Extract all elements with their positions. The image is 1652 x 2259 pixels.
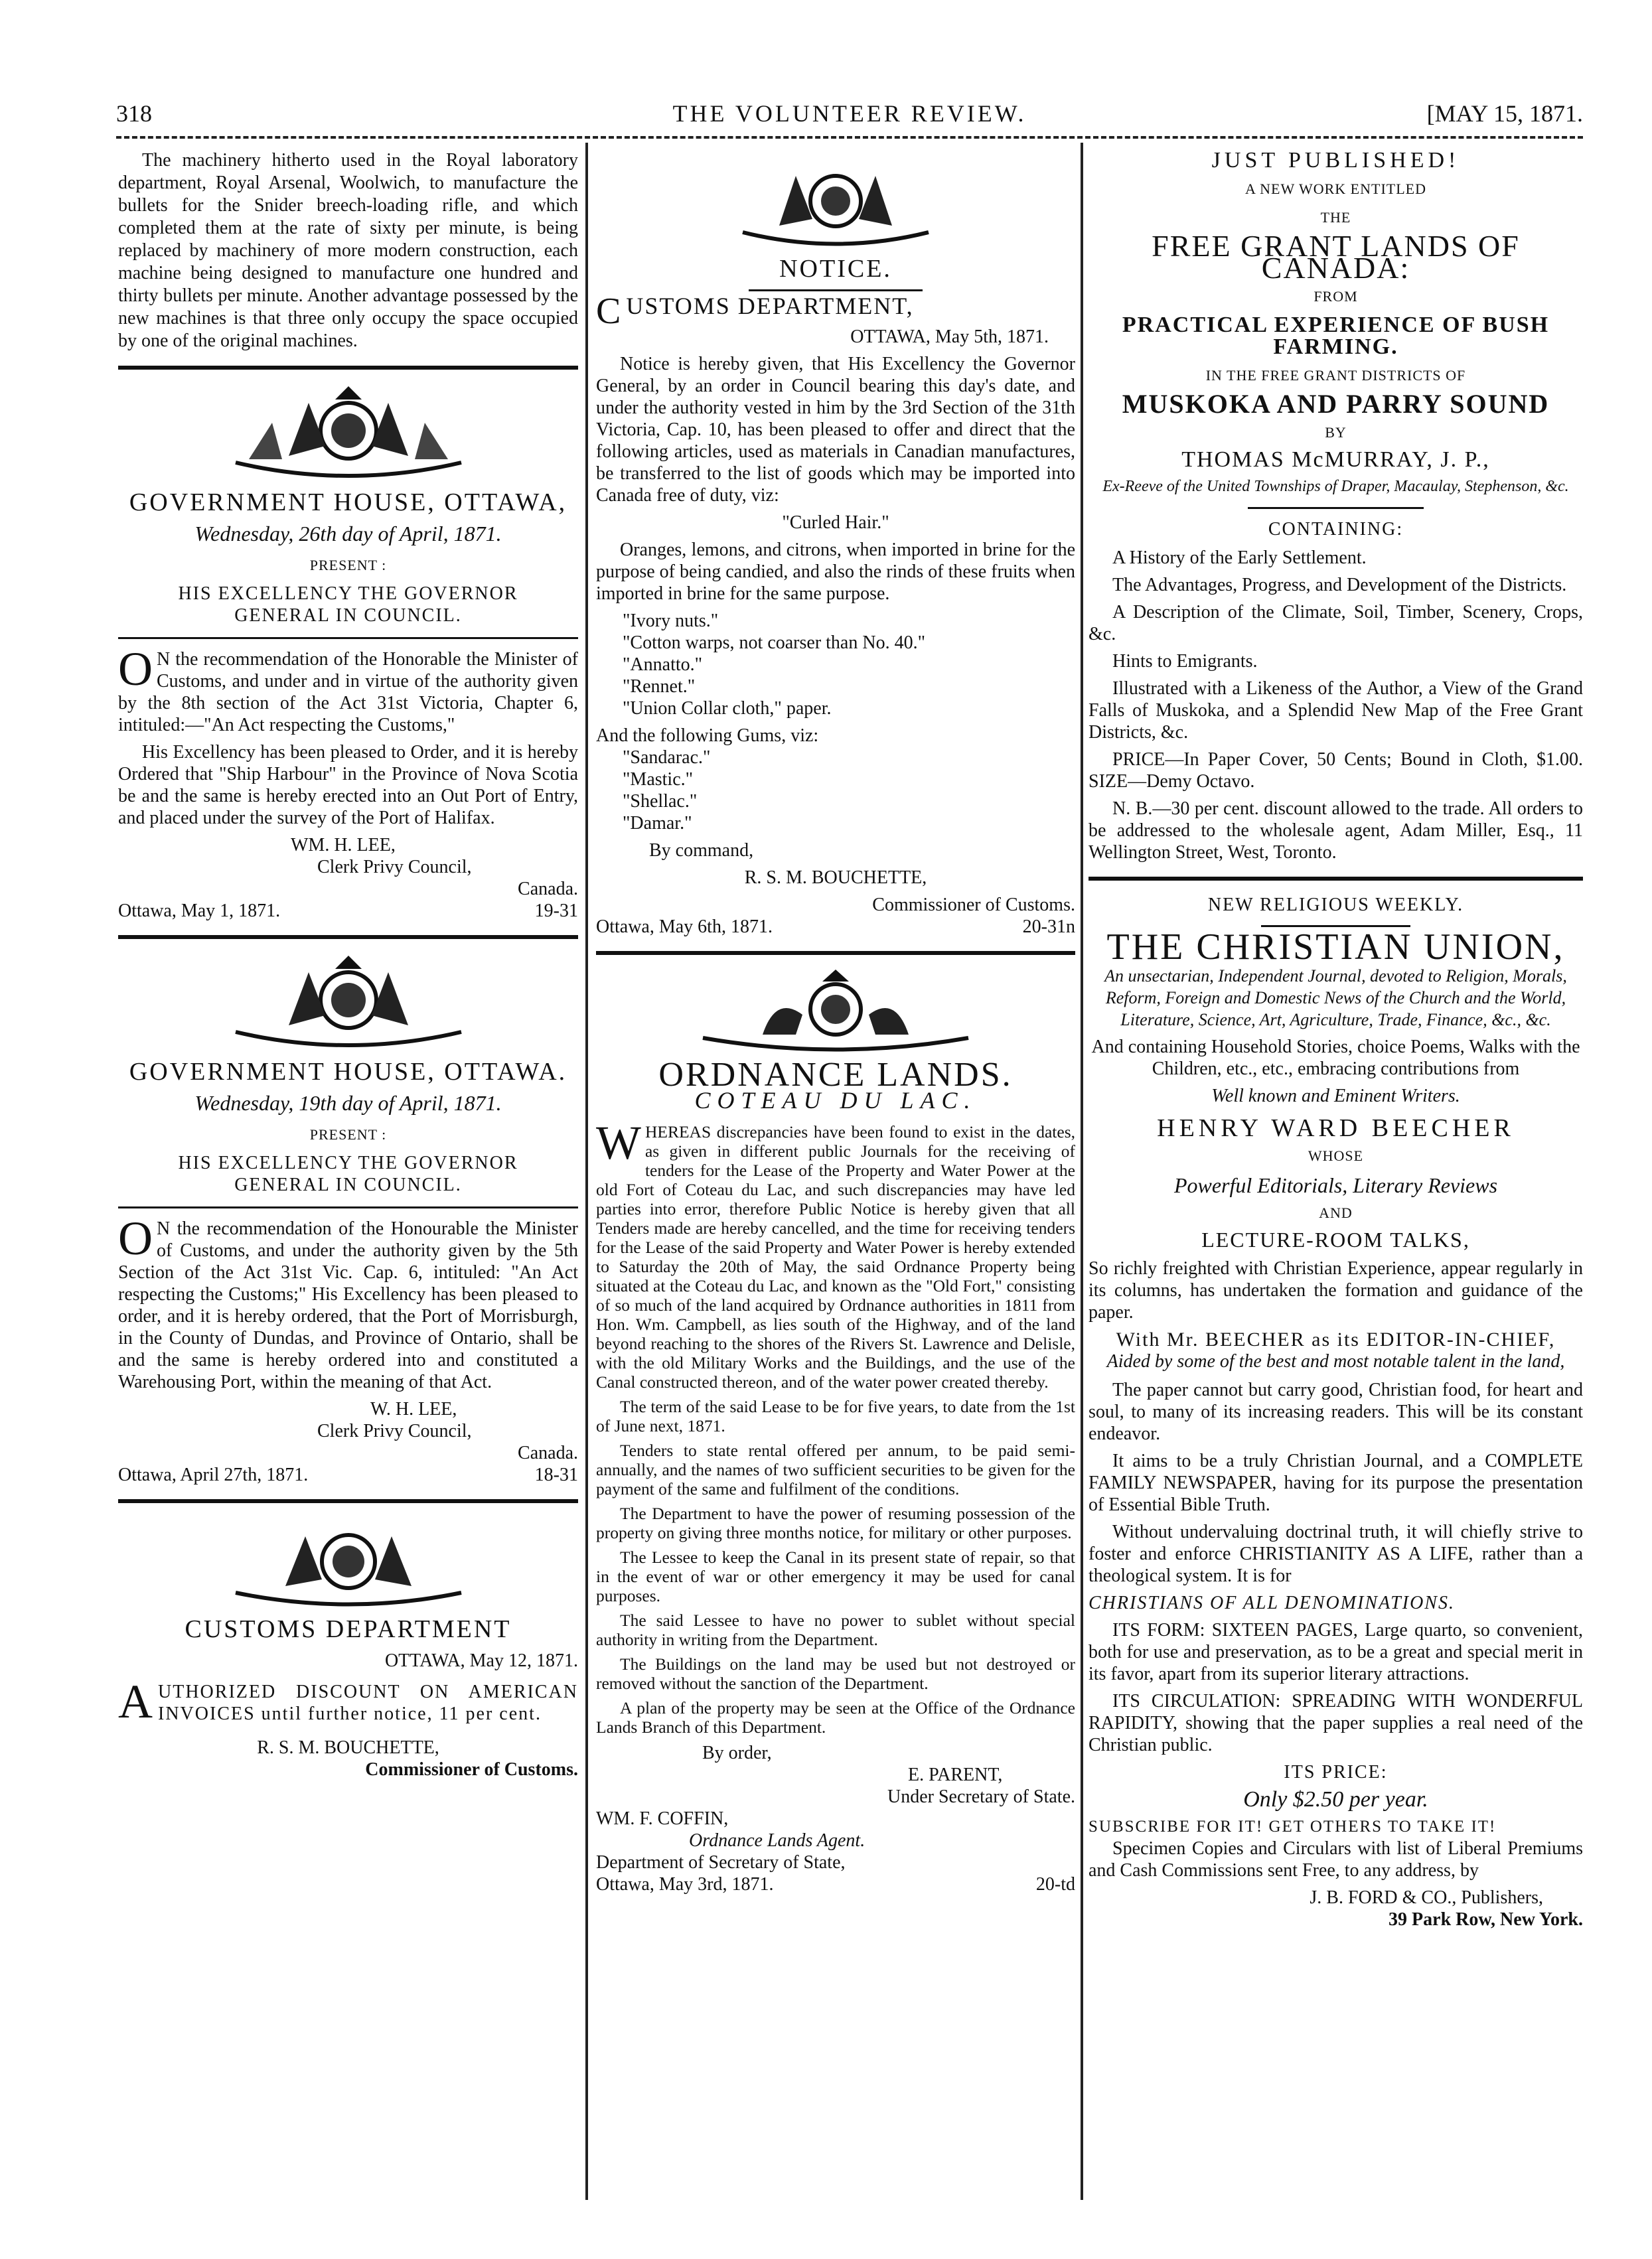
signer-title: Commissioner of Customs. bbox=[872, 895, 1075, 915]
the-label: THE bbox=[1320, 209, 1351, 226]
ordnance-canal: The Lessee to keep the Canal in its present state of repair, so that in the event of war or other emergency it may be used for canal purposes. bbox=[596, 1548, 1075, 1605]
government-notice-2 bbox=[118, 952, 578, 1486]
signer-name: W. H. LEE, bbox=[370, 1399, 457, 1420]
dateline: Ottawa, May 1, 1871. bbox=[118, 901, 281, 921]
signer-name: R. S. M. BOUCHETTE, bbox=[744, 867, 927, 888]
rule bbox=[118, 1206, 578, 1208]
weekly-label: NEW RELIGIOUS WEEKLY. bbox=[1207, 895, 1464, 915]
union-paragraph: Without undervaluing doctrinal truth, it will chiefly strive to foster and enforce CHRISTIANITY AS A LIFE, rather than a theological system. It is for bbox=[1089, 1522, 1583, 1586]
by-order: By order, bbox=[702, 1743, 772, 1763]
price-heading: ITS PRICE: bbox=[1284, 1762, 1388, 1783]
ordnance-subheading: COTEAU DU LAC. bbox=[694, 1087, 977, 1114]
drop-cap: O bbox=[118, 1212, 153, 1265]
customs-notice bbox=[596, 156, 1075, 938]
column-1 bbox=[118, 149, 578, 1781]
notice-date: Wednesday, 19th day of April, 1871. bbox=[194, 1091, 502, 1115]
content-item: The Advantages, Progress, and Development of the Districts. bbox=[1112, 575, 1567, 595]
royal-arms-emblem-icon bbox=[209, 1516, 488, 1609]
ordnance-body: HEREAS discrepancies have been found to exist in the dates, as given in different public Journals for the receiving of tenders for the Lease of the Property and Water Power at the old Fort of Coteau du Lac, and such discrepancies may have led parties into error, therefore Public Notice is hereby given that all Tenders made are hereby cancelled, and the time for receiving tenders for the Lease of the said Property and Water Power is hereby extended to Saturday the 20th of May, the said Ordnance Property being situated at the Coteau du Lac, and known as the "Old Fort," consisting of so much of the land acquired by Ordnance authorities in 1811 from Hon. Wm. Campbell, as lies south of the Highway, and of the land beyond reaching to the shores of the Rivers St. Lawrence and Delisle, with the old Military Works and the Buildings, and the use of the Canal constructed thereon, and of the water power created thereby. bbox=[596, 1122, 1075, 1392]
whose-label: WHOSE bbox=[1308, 1147, 1364, 1164]
content-item: A History of the Early Settlement. bbox=[1112, 547, 1367, 568]
trade-note: N. B.—30 per cent. discount allowed to the trade. All orders to be addressed to the wholesale agent, Adam Miller, Esq., 11 Wellington Street, West, Toronto. bbox=[1089, 798, 1583, 863]
gums-list bbox=[596, 747, 1075, 834]
signer-place: Canada. bbox=[518, 879, 578, 899]
department-name: USTOMS DEPARTMENT, bbox=[626, 293, 914, 319]
editor-name: HENRY WARD BEECHER bbox=[1157, 1114, 1515, 1142]
just-published: JUST PUBLISHED! bbox=[1211, 148, 1460, 173]
rule bbox=[749, 289, 923, 291]
union-description: An unsectarian, Independent Journal, devoted to Religion, Morals, Reform, Foreign and Domestic News of the Church and the World, Literature, Science, Art, Agriculture, Trade, Finance, &c., &c. bbox=[1104, 966, 1567, 1029]
signer-name: WM. H. LEE, bbox=[291, 835, 396, 855]
union-paragraph: So richly freighted with Christian Experience, appear regularly in its columns, has undertaken the formation and guidance of the paper. bbox=[1089, 1258, 1583, 1323]
new-work-label: A NEW WORK ENTITLED bbox=[1245, 181, 1426, 197]
notice-body: UTHORIZED DISCOUNT ON AMERICAN INVOICES until further notice, 11 per cent. bbox=[158, 1682, 578, 1724]
signer-name: E. PARENT, bbox=[908, 1765, 1003, 1785]
reference-number: 20-td bbox=[1035, 1874, 1075, 1895]
author-name: THOMAS McMURRAY, J. P., bbox=[1181, 447, 1490, 472]
list-item: "Damar." bbox=[623, 813, 692, 834]
list-item: "Cotton warps, not coarser than No. 40." bbox=[623, 632, 925, 653]
ordnance-term: The term of the said Lease to be for five years, to date from the 1st of June next, 1871. bbox=[596, 1397, 1075, 1435]
union-form: ITS FORM: SIXTEEN PAGES, Large quarto, so convenient, both for use and preservation, as to be a great and special merit in its favor, apart from its superior literary attractions. bbox=[1089, 1620, 1583, 1684]
page-header bbox=[116, 100, 1583, 139]
by-command: By command, bbox=[649, 840, 754, 861]
item-curled-hair: "Curled Hair." bbox=[782, 512, 889, 533]
gums-intro: And the following Gums, viz: bbox=[596, 725, 819, 746]
ordnance-buildings: The Buildings on the land may be used but not destroyed or removed without the sanction of the Department. bbox=[596, 1654, 1075, 1693]
union-paragraph: The paper cannot but carry good, Christian food, for heart and soul, to many of its increasing readers. This will be its constant endeavor. bbox=[1089, 1380, 1583, 1444]
ordnance-plan: A plan of the property may be seen at the Office of the Ordnance Lands Branch of this Department. bbox=[596, 1698, 1075, 1737]
price-info: PRICE—In Paper Cover, 50 Cents; Bound in Cloth, $1.00. SIZE—Demy Octavo. bbox=[1089, 749, 1583, 792]
drop-cap: W bbox=[596, 1116, 641, 1169]
present-label: PRESENT : bbox=[309, 557, 387, 573]
section-rule bbox=[596, 951, 1075, 955]
content-item: Illustrated with a Likeness of the Author, a View of the Grand Falls of Muskoka, and a Splendid New Map of the Free Grant Districts, &c. bbox=[1089, 678, 1583, 743]
notice-date: Wednesday, 26th day of April, 1871. bbox=[194, 522, 502, 546]
list-item: "Sandarac." bbox=[623, 747, 711, 768]
reference-number: 20-31n bbox=[1022, 916, 1075, 937]
page-number: 318 bbox=[116, 100, 152, 127]
dateline: Ottawa, April 27th, 1871. bbox=[118, 1465, 309, 1485]
union-paragraph: It aims to be a truly Christian Journal, and a COMPLETE FAMILY NEWSPAPER, having for its purpose the presentation of Essential Bible Truth. bbox=[1089, 1451, 1583, 1515]
christian-union-advertisement bbox=[1089, 894, 1583, 1931]
union-writers: Well known and Eminent Writers. bbox=[1211, 1086, 1460, 1106]
department-line: Department of Secretary of State, bbox=[596, 1852, 846, 1873]
notice-footer bbox=[596, 916, 1075, 938]
editor-in-chief: With Mr. BEECHER as its EDITOR-IN-CHIEF, bbox=[1116, 1329, 1556, 1350]
containing-label: CONTAINING: bbox=[1268, 519, 1404, 540]
from-label: FROM bbox=[1314, 288, 1358, 305]
royal-arms-emblem-icon bbox=[209, 952, 488, 1052]
notice-date: OTTAWA, May 12, 1871. bbox=[384, 1650, 578, 1671]
notice-date: OTTAWA, May 5th, 1871. bbox=[850, 327, 1049, 347]
section-rule bbox=[118, 1499, 578, 1503]
drop-cap: O bbox=[118, 642, 153, 695]
drop-cap: A bbox=[118, 1675, 154, 1728]
lecture-label: LECTURE-ROOM TALKS, bbox=[1201, 1228, 1470, 1252]
drop-cap: C bbox=[596, 291, 623, 332]
duty-free-items bbox=[596, 610, 1075, 719]
signer-title: Commissioner of Customs. bbox=[365, 1759, 578, 1780]
section-rule bbox=[118, 935, 578, 939]
dateline: Ottawa, May 3rd, 1871. bbox=[596, 1874, 774, 1895]
rule bbox=[118, 637, 578, 639]
section-rule bbox=[1089, 877, 1583, 881]
council-label: HIS EXCELLENCY THE GOVERNOR GENERAL IN COUNCIL. bbox=[178, 583, 518, 626]
notice-heading: NOTICE. bbox=[779, 255, 892, 283]
column-2 bbox=[596, 149, 1075, 1895]
book-region: MUSKOKA AND PARRY SOUND bbox=[1122, 389, 1550, 419]
government-notice-1 bbox=[118, 383, 578, 922]
signer-place: Canada. bbox=[518, 1443, 578, 1463]
reference-number: 19-31 bbox=[534, 901, 578, 921]
notice-heading: GOVERNMENT HOUSE, OTTAWA. bbox=[129, 1058, 567, 1086]
issue-date: [MAY 15, 1871. bbox=[1426, 100, 1583, 127]
notice-body: Notice is hereby given, that His Excellency the Governor General, by an order in Council bearing this day's date, and under the authority vested in him by the 3rd Section of the 31th Victoria, Cap. 10, has been pleased to offer and direct that the following articles, used as materials in Canadian manufactures, be transferred to the list of goods which may be imported into Canada free of duty, viz: bbox=[596, 354, 1075, 506]
notice-heading: GOVERNMENT HOUSE, OTTAWA, bbox=[129, 488, 567, 516]
price-value: Only $2.50 per year. bbox=[1243, 1787, 1428, 1812]
column-divider-2 bbox=[1081, 143, 1083, 2200]
ordnance-tenders: Tenders to state rental offered per annum, to be paid semi-annually, and the names of two sufficient securities to be given for the payment of the same and fulfilment of the conditions. bbox=[596, 1441, 1075, 1498]
book-subtitle: PRACTICAL EXPERIENCE OF BUSH FARMING. bbox=[1122, 313, 1550, 359]
ordnance-heading: ORDNANCE LANDS. bbox=[658, 1056, 1013, 1094]
customs-discount-notice bbox=[118, 1516, 578, 1781]
signer-title: Clerk Privy Council, bbox=[317, 857, 472, 877]
ordnance-resume: The Department to have the power of resuming possession of the property on giving three months notice, for military or other purposes. bbox=[596, 1504, 1075, 1542]
ordnance-sublet: The said Lessee to have no power to sublet without special authority in writing from the Department. bbox=[596, 1611, 1075, 1649]
rule bbox=[1248, 507, 1424, 509]
agent-name: WM. F. COFFIN, bbox=[596, 1808, 729, 1829]
agent-title: Ordnance Lands Agent. bbox=[689, 1830, 865, 1851]
districts-label: IN THE FREE GRANT DISTRICTS OF bbox=[1205, 367, 1466, 384]
editorials-label: Powerful Editorials, Literary Reviews bbox=[1173, 1173, 1498, 1197]
notice-footer bbox=[596, 1873, 1075, 1895]
union-title: THE CHRISTIAN UNION, bbox=[1106, 926, 1565, 968]
by-label: BY bbox=[1325, 424, 1347, 441]
signer-title: Under Secretary of State. bbox=[887, 1786, 1075, 1807]
royal-arms-emblem-icon bbox=[209, 383, 488, 482]
content-item: A Description of the Climate, Soil, Timber, Scenery, Crops, &c. bbox=[1089, 602, 1583, 644]
publisher-address: 39 Park Row, New York. bbox=[1389, 1909, 1583, 1930]
section-rule bbox=[118, 366, 578, 370]
content-item: Hints to Emigrants. bbox=[1112, 651, 1258, 672]
column-divider-1 bbox=[585, 143, 588, 2200]
author-description: Ex-Reeve of the United Townships of Draper, Macaulay, Stephenson, &c. bbox=[1102, 478, 1569, 495]
column-3 bbox=[1089, 149, 1583, 1931]
notice-body: N the recommendation of the Honorable the Minister of Customs, and under and in virtue of the authority given by the 8th section of the Act 31st Victoria, Chapter 6, intituled:—"An Act respecting the Customs," bbox=[118, 649, 578, 735]
aided-by: Aided by some of the best and most notable talent in the land, bbox=[1106, 1351, 1565, 1372]
council-label: HIS EXCELLENCY THE GOVERNOR GENERAL IN COUNCIL. bbox=[178, 1153, 518, 1195]
and-label: AND bbox=[1319, 1204, 1353, 1221]
machinery-article: The machinery hitherto used in the Royal laboratory department, Royal Arsenal, Woolwich, to manufacture the bullets for the Snider breech-loading rifle, and which completed them at the rate of sixty per minute, is being replaced by machinery of more modern construction, each machine being designed to manufacture one hundred and thirty bullets per minute. Another advantage possessed by the new machines is that three only occupy the space occupied by one of the original machines. bbox=[118, 150, 578, 351]
publisher-name: J. B. FORD & CO., Publishers, bbox=[1310, 1887, 1543, 1908]
ordnance-lands-notice bbox=[596, 968, 1075, 1895]
signer-name: R. S. M. BOUCHETTE, bbox=[257, 1737, 439, 1758]
list-item: "Union Collar cloth," paper. bbox=[623, 698, 832, 719]
specimen-copies: Specimen Copies and Circulars with list of Liberal Premiums and Cash Commissions sent Free, to any address, by bbox=[1089, 1838, 1583, 1881]
newspaper-title: THE VOLUNTEER REVIEW. bbox=[672, 100, 1027, 127]
notice-order: His Excellency has been pleased to Order, and it is hereby Ordered that "Ship Harbour" in the Province of Nova Scotia be and the same is hereby erected into an Out Port of Entry, and placed under the survey of the Port of Halifax. bbox=[118, 742, 578, 828]
royal-arms-emblem-icon bbox=[723, 156, 948, 249]
list-item: "Ivory nuts." bbox=[623, 611, 719, 631]
notice-body-2: Oranges, lemons, and citrons, when imported in brine for the purpose of being candied, and also the rinds of these fruits when imported in brine for the same purpose. bbox=[596, 540, 1075, 604]
union-circulation: ITS CIRCULATION: SPREADING WITH WONDERFUL RAPIDITY, showing that the paper supplies a real need of the Christian public. bbox=[1089, 1691, 1583, 1755]
subscribe-line: SUBSCRIBE FOR IT! GET OTHERS TO TAKE IT! bbox=[1089, 1818, 1497, 1836]
list-item: "Mastic." bbox=[623, 769, 694, 790]
notice-footer bbox=[118, 900, 578, 922]
notice-body: N the recommendation of the Honourable the Minister of Customs, and under the authority given by the 5th Section of the Act 31st Vic. Cap. 6, intituled: "An Act respecting the Customs;" His Excellency has been pleased to order, and it is hereby ordered, that the Port of Morrisburgh, in the County of Dundas, and Province of Ontario, shall be and the same is hereby ordered into and constituted a Warehousing Port, within the meaning of that Act. bbox=[118, 1218, 578, 1392]
signer-title: Clerk Privy Council, bbox=[317, 1421, 472, 1441]
present-label: PRESENT : bbox=[309, 1126, 387, 1143]
list-item: "Rennet." bbox=[623, 676, 696, 697]
reference-number: 18-31 bbox=[534, 1465, 578, 1485]
notice-heading: CUSTOMS DEPARTMENT bbox=[185, 1615, 512, 1643]
union-contents: And containing Household Stories, choice Poems, Walks with the Children, etc., etc., embracing contributions from bbox=[1091, 1037, 1580, 1079]
list-item: "Annatto." bbox=[623, 654, 703, 675]
book-advertisement bbox=[1089, 149, 1583, 863]
header-rule bbox=[116, 136, 1583, 139]
denominations: CHRISTIANS OF ALL DENOMINATIONS. bbox=[1089, 1593, 1455, 1613]
book-title: FREE GRANT LANDS OF CANADA: bbox=[1152, 229, 1520, 285]
list-item: "Shellac." bbox=[623, 791, 698, 812]
royal-arms-emblem-icon bbox=[690, 968, 982, 1055]
dateline: Ottawa, May 6th, 1871. bbox=[596, 916, 773, 937]
notice-footer bbox=[118, 1464, 578, 1486]
